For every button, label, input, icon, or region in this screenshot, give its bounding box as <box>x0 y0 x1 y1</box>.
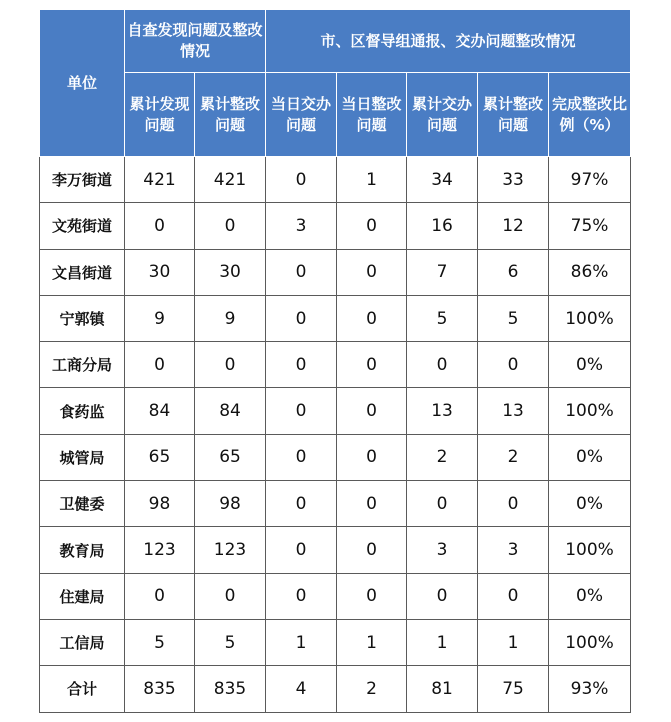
row-value-cell: 0 <box>125 573 195 619</box>
row-value-cell: 100% <box>549 619 631 665</box>
row-value-cell: 1 <box>407 619 478 665</box>
header-col-cumulative-assigned: 累计交办问题 <box>407 73 478 157</box>
row-value-cell: 0 <box>337 573 407 619</box>
row-value-cell: 0 <box>195 342 266 388</box>
row-value-cell: 1 <box>478 619 549 665</box>
table-row <box>40 295 631 341</box>
header-col-daily-fixed: 当日整改问题 <box>337 73 407 157</box>
header-row-group <box>40 10 631 73</box>
row-value-cell: 0 <box>195 203 266 249</box>
row-unit-cell: 卫健委 <box>40 481 125 527</box>
row-unit-cell: 工商分局 <box>40 342 125 388</box>
row-value-cell: 0 <box>337 203 407 249</box>
row-value-cell: 75 <box>478 666 549 712</box>
row-value-cell: 5 <box>478 295 549 341</box>
header-col-cumulative-found: 累计发现问题 <box>125 73 195 157</box>
row-value-cell: 5 <box>125 619 195 665</box>
row-value-cell: 84 <box>125 388 195 434</box>
row-value-cell: 0 <box>407 573 478 619</box>
row-value-cell: 30 <box>125 249 195 295</box>
row-value-cell: 2 <box>337 666 407 712</box>
table-row <box>40 434 631 480</box>
header-row-columns <box>40 73 631 157</box>
row-value-cell: 0% <box>549 481 631 527</box>
row-value-cell: 0 <box>266 157 337 203</box>
row-value-cell: 0 <box>266 249 337 295</box>
table-row <box>40 388 631 434</box>
row-value-cell: 86% <box>549 249 631 295</box>
row-value-cell: 7 <box>407 249 478 295</box>
table-row <box>40 203 631 249</box>
row-value-cell: 0 <box>337 249 407 295</box>
row-value-cell: 5 <box>195 619 266 665</box>
row-value-cell: 0 <box>337 342 407 388</box>
row-unit-cell: 李万街道 <box>40 157 125 203</box>
row-value-cell: 835 <box>125 666 195 712</box>
row-unit-cell: 合计 <box>40 666 125 712</box>
header-col-cumulative-fixed: 累计整改问题 <box>195 73 266 157</box>
row-value-cell: 3 <box>407 527 478 573</box>
row-value-cell: 421 <box>195 157 266 203</box>
row-value-cell: 13 <box>407 388 478 434</box>
row-value-cell: 4 <box>266 666 337 712</box>
row-value-cell: 0 <box>266 295 337 341</box>
row-unit-cell: 宁郭镇 <box>40 295 125 341</box>
table-row <box>40 249 631 295</box>
row-value-cell: 0 <box>266 573 337 619</box>
row-value-cell: 6 <box>478 249 549 295</box>
row-value-cell: 81 <box>407 666 478 712</box>
table-row <box>40 573 631 619</box>
row-value-cell: 1 <box>266 619 337 665</box>
row-value-cell: 0 <box>195 573 266 619</box>
table-row <box>40 481 631 527</box>
row-value-cell: 1 <box>337 157 407 203</box>
table-body <box>40 157 631 713</box>
row-value-cell: 835 <box>195 666 266 712</box>
header-group-city-district: 市、区督导组通报、交办问题整改情况 <box>266 10 631 73</box>
row-unit-cell: 城管局 <box>40 434 125 480</box>
row-value-cell: 0% <box>549 342 631 388</box>
row-value-cell: 5 <box>407 295 478 341</box>
row-value-cell: 100% <box>549 295 631 341</box>
row-value-cell: 65 <box>125 434 195 480</box>
row-value-cell: 0 <box>407 342 478 388</box>
row-value-cell: 34 <box>407 157 478 203</box>
row-value-cell: 421 <box>125 157 195 203</box>
row-value-cell: 0 <box>337 388 407 434</box>
row-value-cell: 0 <box>266 481 337 527</box>
row-unit-cell: 文昌街道 <box>40 249 125 295</box>
row-value-cell: 2 <box>478 434 549 480</box>
table-row <box>40 666 631 712</box>
row-value-cell: 0 <box>125 203 195 249</box>
table-row <box>40 527 631 573</box>
row-value-cell: 0 <box>337 434 407 480</box>
row-value-cell: 0 <box>337 481 407 527</box>
header-col-daily-assigned: 当日交办问题 <box>266 73 337 157</box>
row-value-cell: 2 <box>407 434 478 480</box>
row-value-cell: 0 <box>478 573 549 619</box>
row-value-cell: 9 <box>125 295 195 341</box>
rectification-table <box>39 9 631 713</box>
row-value-cell: 0 <box>478 481 549 527</box>
row-value-cell: 12 <box>478 203 549 249</box>
row-value-cell: 0 <box>266 388 337 434</box>
row-value-cell: 0 <box>337 527 407 573</box>
row-value-cell: 98 <box>125 481 195 527</box>
row-unit-cell: 文苑街道 <box>40 203 125 249</box>
row-value-cell: 65 <box>195 434 266 480</box>
row-value-cell: 9 <box>195 295 266 341</box>
row-value-cell: 0 <box>266 434 337 480</box>
row-value-cell: 100% <box>549 527 631 573</box>
row-value-cell: 75% <box>549 203 631 249</box>
row-value-cell: 13 <box>478 388 549 434</box>
row-value-cell: 98 <box>195 481 266 527</box>
row-value-cell: 123 <box>125 527 195 573</box>
row-unit-cell: 住建局 <box>40 573 125 619</box>
row-value-cell: 33 <box>478 157 549 203</box>
row-value-cell: 3 <box>478 527 549 573</box>
row-value-cell: 3 <box>266 203 337 249</box>
row-value-cell: 0 <box>266 342 337 388</box>
row-value-cell: 30 <box>195 249 266 295</box>
row-value-cell: 0 <box>407 481 478 527</box>
row-unit-cell: 食药监 <box>40 388 125 434</box>
row-value-cell: 93% <box>549 666 631 712</box>
row-unit-cell: 教育局 <box>40 527 125 573</box>
row-value-cell: 97% <box>549 157 631 203</box>
table-row <box>40 619 631 665</box>
rectification-table-container <box>39 9 630 713</box>
row-value-cell: 100% <box>549 388 631 434</box>
row-value-cell: 0% <box>549 573 631 619</box>
row-value-cell: 123 <box>195 527 266 573</box>
row-value-cell: 84 <box>195 388 266 434</box>
header-unit: 单位 <box>40 10 125 157</box>
row-value-cell: 0% <box>549 434 631 480</box>
table-row <box>40 342 631 388</box>
row-value-cell: 0 <box>266 527 337 573</box>
header-col-cumulative-assigned-fixed: 累计整改问题 <box>478 73 549 157</box>
row-value-cell: 1 <box>337 619 407 665</box>
row-unit-cell: 工信局 <box>40 619 125 665</box>
row-value-cell: 0 <box>337 295 407 341</box>
row-value-cell: 0 <box>125 342 195 388</box>
row-value-cell: 0 <box>478 342 549 388</box>
row-value-cell: 16 <box>407 203 478 249</box>
header-group-self-check: 自查发现问题及整改情况 <box>125 10 266 73</box>
header-col-completion-ratio: 完成整改比例（%） <box>549 73 631 157</box>
table-row <box>40 157 631 203</box>
